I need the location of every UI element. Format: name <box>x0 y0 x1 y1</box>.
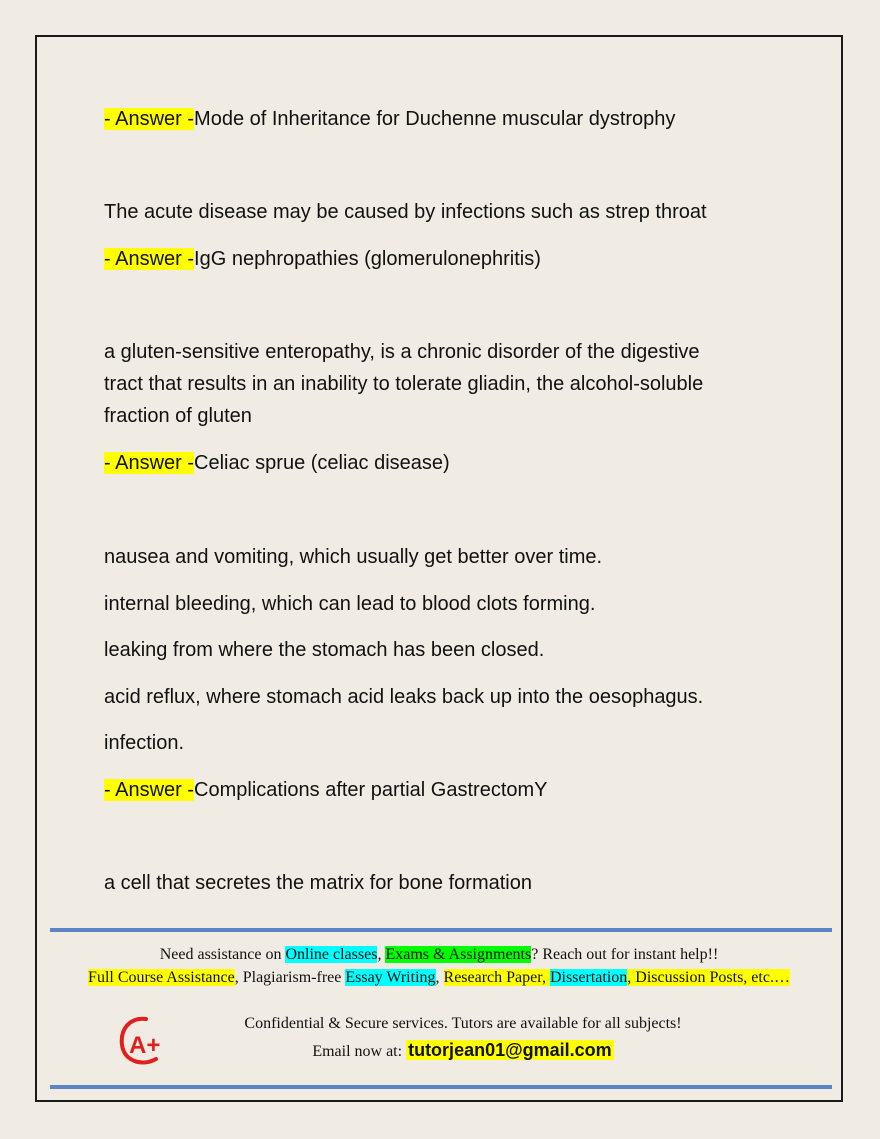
footer-text: , <box>435 969 444 986</box>
question-line: leaking from where the stomach has been closed. <box>104 639 545 661</box>
footer-line-1 <box>36 945 842 965</box>
answer-text: Celiac sprue (celiac disease) <box>194 452 450 474</box>
footer-rule-bottom <box>50 1085 832 1089</box>
footer-text: , <box>377 946 386 963</box>
exams-highlight: Exams & Assignments <box>385 946 532 963</box>
research-highlight: Research Paper, <box>443 969 550 986</box>
question-line: The acute disease may be caused by infections such as strep throat <box>104 201 707 223</box>
answer-text: Mode of Inheritance for Duchenne muscular dystrophy <box>194 108 676 130</box>
question-line: fraction of gluten <box>104 405 252 427</box>
answer-label: - Answer - <box>104 779 195 801</box>
answer-text: Complications after partial GastrectomY <box>194 779 548 801</box>
question-line: tract that results in an inability to tolerate gliadin, the alcohol-soluble <box>104 373 704 395</box>
question-line: acid reflux, where stomach acid leaks back up into the oesophagus. <box>104 686 704 708</box>
footer-line-2 <box>36 968 842 988</box>
question-line: nausea and vomiting, which usually get better over time. <box>104 546 603 568</box>
logo-text: A+ <box>129 1032 161 1059</box>
dissertation-highlight: Dissertation <box>549 969 628 986</box>
answer-line-3 <box>104 451 450 475</box>
footer-rule-top <box>50 928 832 932</box>
answer-text: IgG nephropathies (glomerulonephritis) <box>194 248 541 270</box>
online-classes-highlight: Online classes <box>285 946 378 963</box>
question-line: internal bleeding, which can lead to blood clots forming. <box>104 593 596 615</box>
answer-line-1 <box>104 107 675 131</box>
essay-highlight: Essay Writing <box>345 969 436 986</box>
question-line: infection. <box>104 732 185 754</box>
full-course-highlight: Full Course Assistance <box>88 969 235 986</box>
answer-label: - Answer - <box>104 452 195 474</box>
discussion-highlight: , Discussion Posts, etc.… <box>627 969 790 986</box>
email-link[interactable]: tutorjean01@gmail.com <box>408 1040 612 1060</box>
answer-line-4 <box>104 778 548 802</box>
footer-text: ? Reach out for instant help!! <box>531 946 719 963</box>
answer-line-2 <box>104 247 541 271</box>
question-line: a cell that secretes the matrix for bone formation <box>104 872 532 894</box>
footer-line-3: Confidential & Secure services. Tutors are available for all subjects! <box>244 1015 682 1032</box>
answer-label: - Answer - <box>104 248 195 270</box>
footer-text: Need assistance on <box>159 946 286 963</box>
footer-text: , Plagiarism-free <box>234 969 346 986</box>
question-line: a gluten-sensitive enteropathy, is a chronic disorder of the digestive <box>104 341 700 363</box>
footer-text: Email now at: <box>312 1043 407 1060</box>
footer-line-4 <box>60 1038 866 1064</box>
answer-label: - Answer - <box>104 108 195 130</box>
